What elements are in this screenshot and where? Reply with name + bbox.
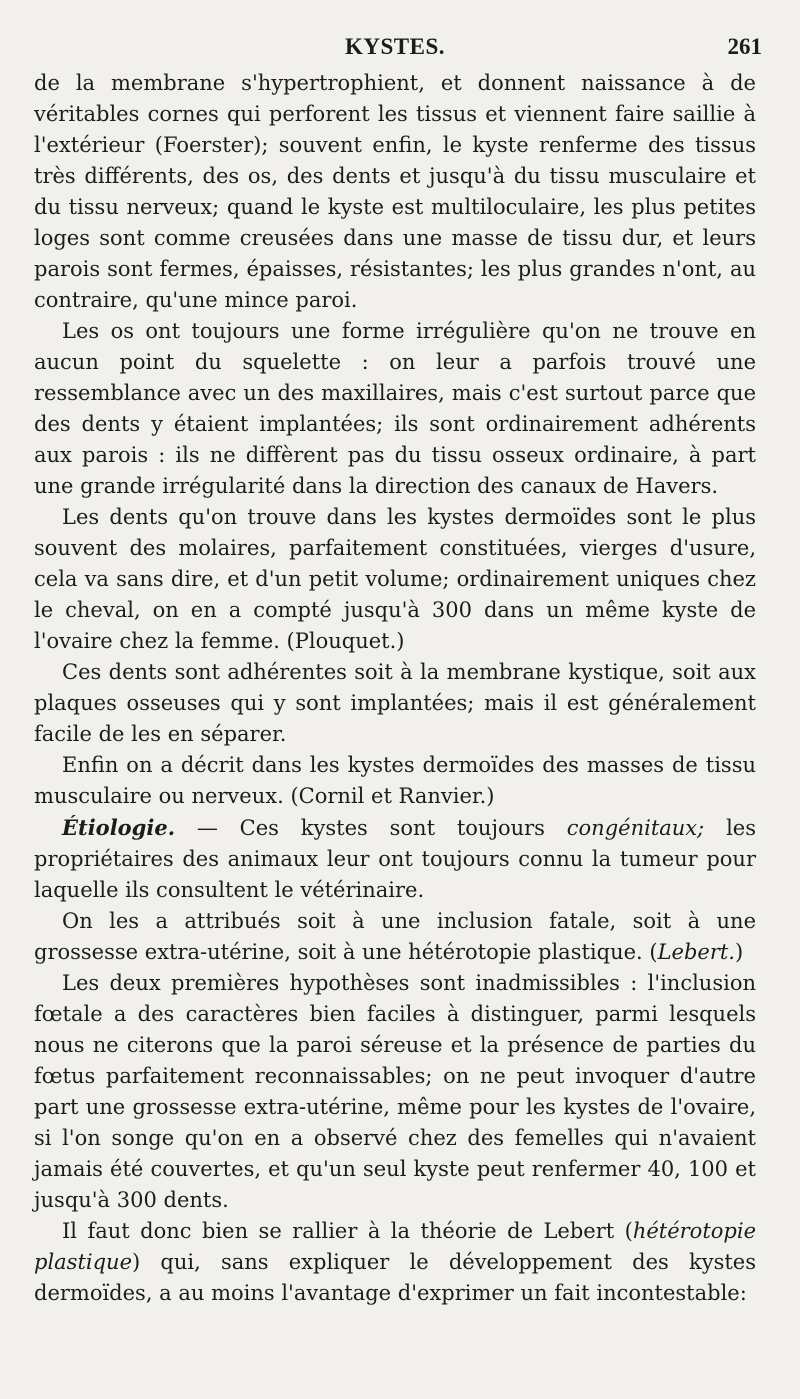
body-text	[34, 68, 756, 1309]
etiology-text-2: les propriétaires des animaux leur ont toujours connu la tumeur pour laquelle ils consultent le vétérinaire.	[34, 816, 756, 902]
final-text-2: ) qui, sans expliquer le développement des kystes dermoïdes, a au moins l'avantage d'exprimer un fait incontestable:	[34, 1250, 756, 1305]
page-number: 261	[727, 34, 762, 59]
etiology-heading: Étiologie.	[62, 815, 176, 840]
paragraph-3: Les dents qu'on trouve dans les kystes dermoïdes sont le plus souvent des molaires, parfaitement constituées, vierges d'usure, cela va sans dire, et d'un petit volume; ordinairement uniques chez le cheval, on en a compté jusqu'à 300 dans un même kyste de l'ovaire chez la femme. (Plouquet.)	[34, 505, 756, 653]
etiology-emphasis: congénitaux;	[566, 816, 705, 840]
etiology-text-1: — Ces kystes sont toujours	[175, 816, 567, 840]
paragraph-hypotheses: Les deux premières hypothèses sont inadmissibles : l'inclusion fœtale a des caractères bien faciles à distinguer, parmi lesquels nous ne citerons que la paroi séreuse et la présence de parties du fœtus parfaitement reconnaissables; on ne peut invoquer d'autre part une grossesse extra-utérine, même pour les kystes de l'ovaire, si l'on songe qu'on en a observé chez des femelles qui n'avaient jamais été couvertes, et qu'un seul kyste peut renfermer 40, 100 et jusqu'à 300 dents.	[34, 971, 756, 1212]
lebert-close: )	[734, 940, 744, 964]
lebert-text: On les a attribués soit à une inclusion fatale, soit à une grossesse extra-utérine, soit à une hétérotopie plastique. (	[34, 909, 756, 964]
paragraph-etiology	[34, 812, 756, 906]
final-emphasis: hétérotopie plastique	[34, 1219, 756, 1274]
paragraph-2: Les os ont toujours une forme irrégulière qu'on ne trouve en aucun point du squelette : on leur a parfois trouvé une ressemblance avec un des maxillaires, mais c'est surtout parce que des dents y étaient implantées; ils sont ordinairement adhérents aux parois : ils ne diffèrent pas du tissu osseux ordinaire, à part une grande irrégularité dans la direction des canaux de Havers.	[34, 319, 756, 498]
lebert-citation: Lebert.	[657, 940, 735, 964]
paragraph-final	[34, 1216, 756, 1309]
paragraph-4: Ces dents sont adhérentes soit à la membrane kystique, soit aux plaques osseuses qui y sont implantées; mais il est généralement facile de les en séparer.	[34, 660, 756, 746]
final-text-1: Il faut donc bien se rallier à la théorie de Lebert (	[62, 1219, 633, 1243]
paragraph-lebert	[34, 906, 756, 968]
running-title: KYSTES.	[344, 34, 445, 59]
paragraph-5: Enfin on a décrit dans les kystes dermoïdes des masses de tissu musculaire ou nerveux. (Cornil et Ranvier.)	[34, 753, 756, 808]
paragraph-1: de la membrane s'hypertrophient, et donnent naissance à de véritables cornes qui perforent les tissus et viennent faire saillie à l'extérieur (Foerster); souvent enfin, le kyste renferme des tissus très différents, des os, des dents et jusqu'à du tissu musculaire et du tissu nerveux; quand le kyste est multiloculaire, les plus petites loges sont comme creusées dans une masse de tissu dur, et leurs parois sont fermes, épaisses, résistantes; les plus grandes n'ont, au contraire, qu'une mince paroi.	[34, 71, 756, 312]
page-header	[34, 28, 762, 68]
